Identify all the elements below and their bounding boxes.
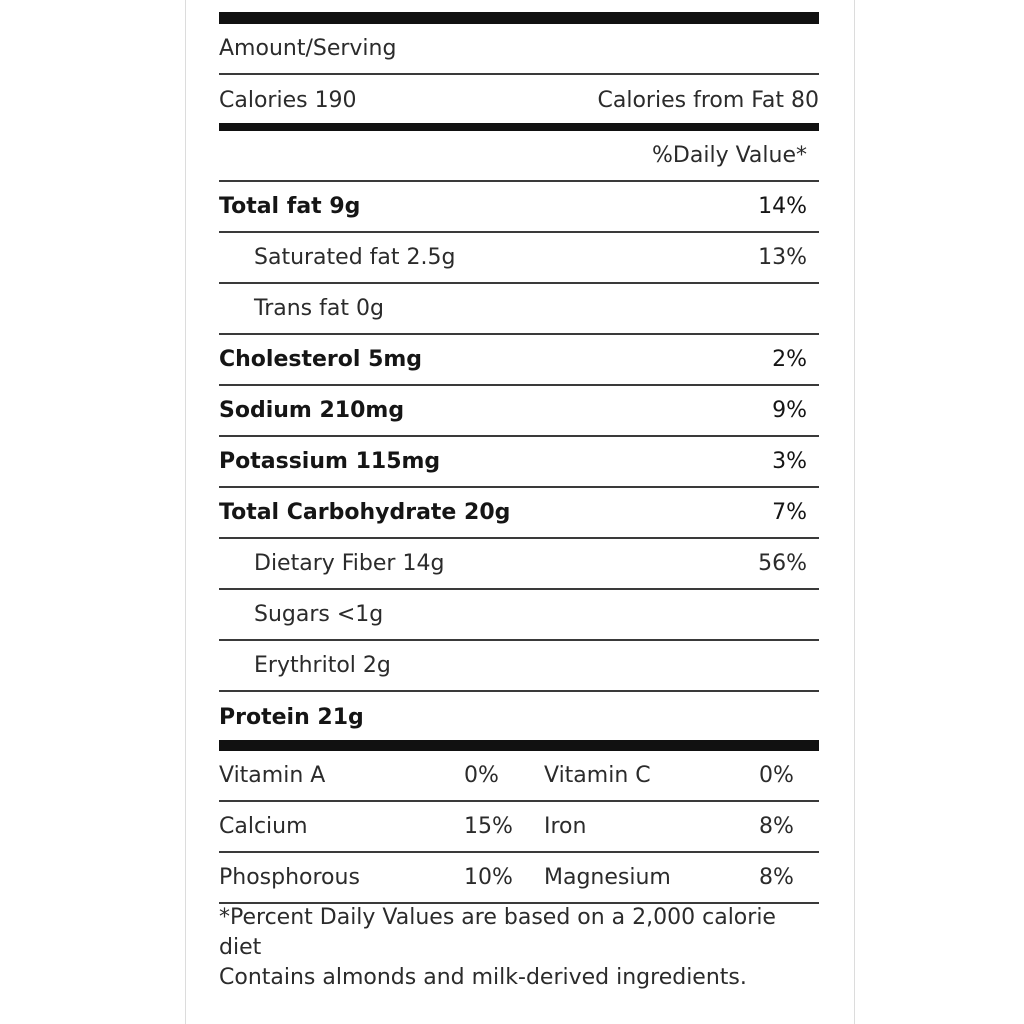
vitamin-pct: 0% — [464, 763, 499, 788]
nutrient-row-saturated-fat — [219, 233, 819, 284]
calories-from-fat-text: Calories from Fat 80 — [597, 88, 819, 113]
daily-value-footnote: *Percent Daily Values are based on a 2,000 calorie diet — [219, 905, 776, 960]
vitamin-row — [219, 802, 819, 853]
nutrient-label: Total Carbohydrate 20g — [219, 500, 511, 525]
nutrient-label: Trans fat 0g — [254, 296, 384, 321]
nutrient-pct: 56% — [758, 551, 807, 576]
footnote-block — [219, 903, 819, 993]
nutrient-row-total-fat — [219, 182, 819, 233]
nutrient-label: Potassium 115mg — [219, 449, 441, 474]
vitamin-name: Iron — [544, 814, 587, 839]
nutrient-row-trans-fat — [219, 284, 819, 335]
thick-divider-calories — [219, 123, 819, 131]
nutrient-row-total-carbohydrate — [219, 488, 819, 539]
vitamin-pct: 8% — [759, 865, 794, 890]
thick-divider-top — [219, 12, 819, 24]
vitamin-pct: 15% — [464, 814, 513, 839]
vitamin-name: Calcium — [219, 814, 308, 839]
nutrient-row-sodium — [219, 386, 819, 437]
vitamin-name: Vitamin A — [219, 763, 326, 788]
vitamin-pct: 8% — [759, 814, 794, 839]
calories-text: Calories 190 — [219, 88, 357, 113]
vitamin-row — [219, 853, 819, 904]
vitamin-name: Magnesium — [544, 865, 671, 890]
nutrient-row-sugars — [219, 590, 819, 641]
nutrient-label: Total fat 9g — [219, 194, 361, 219]
amount-serving-row — [219, 24, 819, 75]
nutrient-pct: 13% — [758, 245, 807, 270]
amount-serving-text: Amount/Serving — [219, 36, 397, 61]
nutrient-label: Protein 21g — [219, 705, 364, 730]
calories-row — [219, 75, 819, 126]
nutrient-pct: 2% — [772, 347, 807, 372]
nutrient-row-potassium — [219, 437, 819, 488]
nutrient-pct: 7% — [772, 500, 807, 525]
nutrient-row-cholesterol — [219, 335, 819, 386]
vitamin-pct: 0% — [759, 763, 794, 788]
vitamin-name: Phosphorous — [219, 865, 360, 890]
nutrient-label: Saturated fat 2.5g — [254, 245, 456, 270]
nutrient-label: Sugars <1g — [254, 602, 384, 627]
nutrient-pct: 9% — [772, 398, 807, 423]
daily-value-header-row — [219, 131, 819, 182]
nutrient-pct: 14% — [758, 194, 807, 219]
nutrient-label: Erythritol 2g — [254, 653, 391, 678]
vitamin-row — [219, 751, 819, 802]
vitamin-pct: 10% — [464, 865, 513, 890]
nutrient-label: Cholesterol 5mg — [219, 347, 423, 372]
nutrient-row-dietary-fiber — [219, 539, 819, 590]
daily-value-header: %Daily Value* — [652, 143, 807, 168]
nutrient-pct: 3% — [772, 449, 807, 474]
thick-divider-vitamins — [219, 740, 819, 751]
allergen-statement: Contains almonds and milk-derived ingredients. — [219, 965, 747, 990]
nutrient-row-protein — [219, 692, 819, 743]
nutrient-label: Sodium 210mg — [219, 398, 405, 423]
nutrition-facts-label — [219, 0, 819, 1024]
nutrient-row-erythritol — [219, 641, 819, 692]
vitamin-name: Vitamin C — [544, 763, 651, 788]
nutrient-label: Dietary Fiber 14g — [254, 551, 445, 576]
